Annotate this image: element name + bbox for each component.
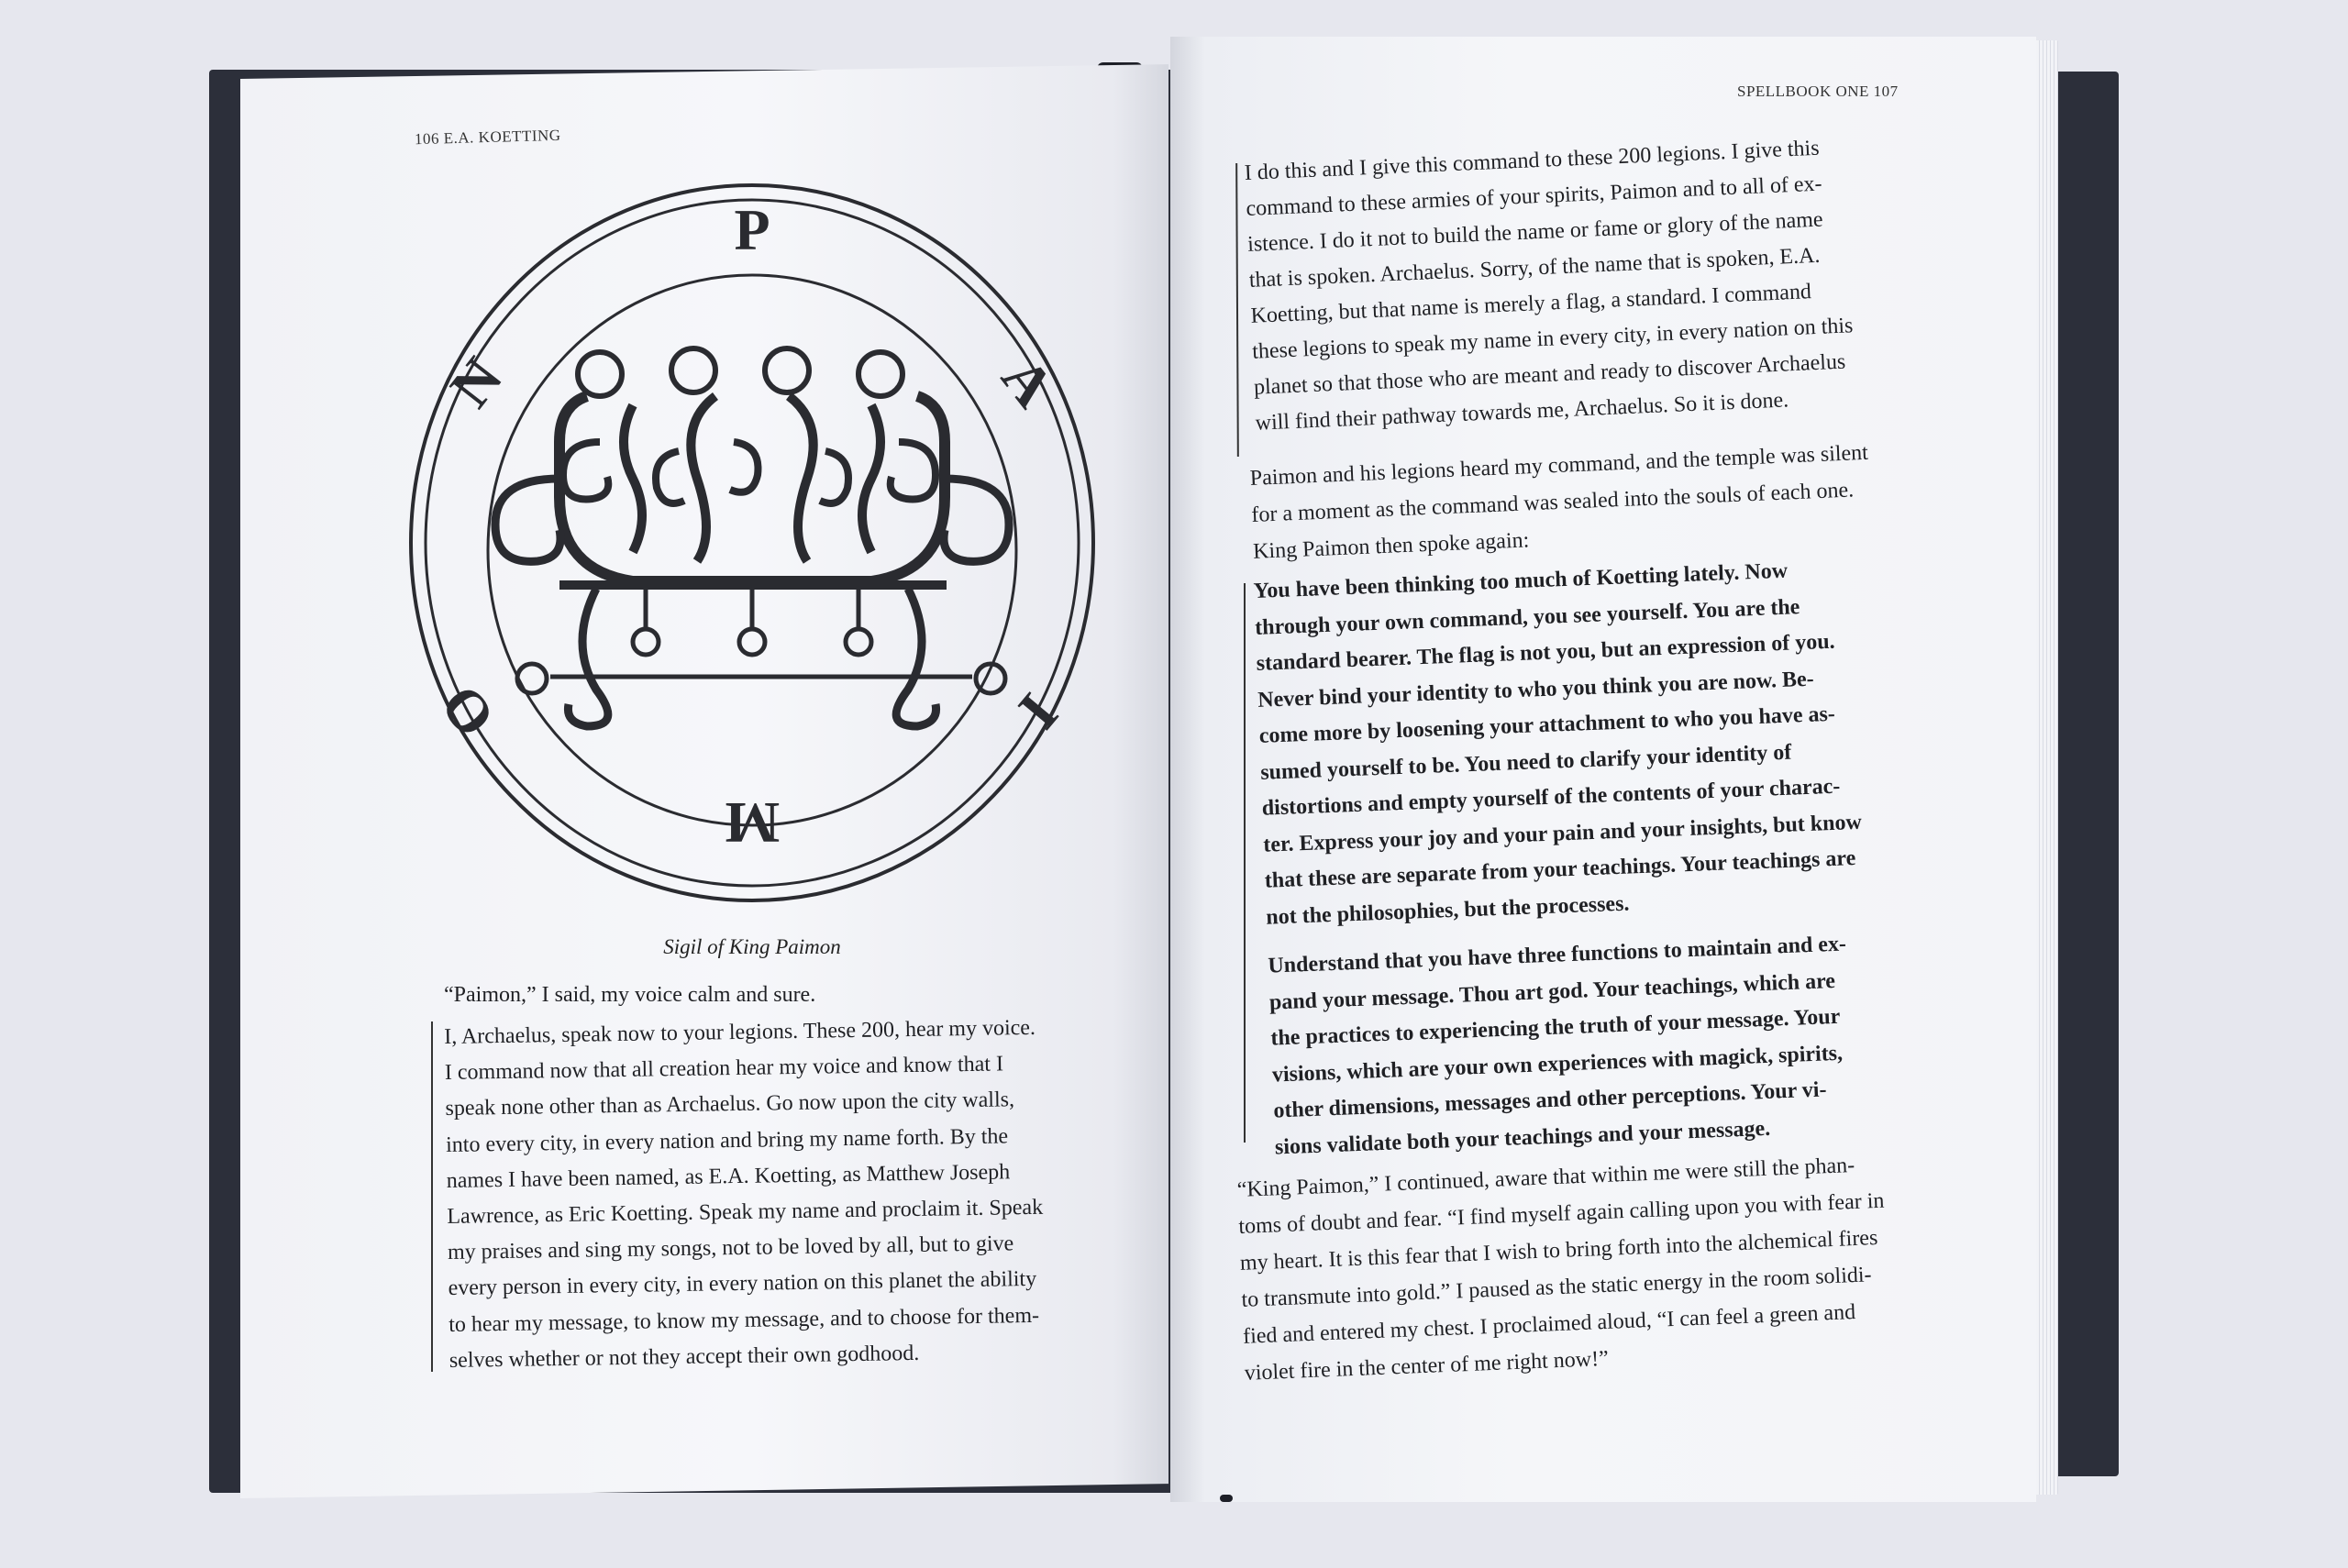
text-line: I command now that all creation hear my voice and know that I [444, 1052, 1004, 1086]
intro-line [444, 977, 815, 1013]
invocation-rule [431, 1021, 433, 1372]
text-line: selves whether or not they accept their own godhood. [449, 1341, 920, 1373]
text-line: fied and entered my chest. I proclaimed aloud, “I can feel a green and [1242, 1300, 1856, 1349]
text-line: the practices to experiencing the truth of your message. Your [1269, 1004, 1841, 1051]
bookmark-end [1220, 1495, 1233, 1502]
right-page-header: SPELLBOOK ONE 107 [1737, 83, 1899, 100]
sigil-letter-o: O [427, 672, 507, 750]
text-line: command to these armies of your spirits, Paimon and to all of ex- [1245, 171, 1823, 221]
text-line: other dimensions, messages and other perceptions. Your vi- [1272, 1077, 1827, 1123]
text-line: King Paimon then spoke again: [1252, 528, 1530, 564]
text-line: my heart. It is this fear that I wish to bring forth into the alchemical fires [1239, 1226, 1878, 1275]
text-line: I, Archaelus, speak now to your legions. These 200, hear my voice. [444, 1015, 1036, 1049]
text-line: to hear my message, to know my message, and to choose for them- [449, 1303, 1040, 1337]
closing-block [1236, 1146, 1891, 1392]
sigil-letter-n: N [437, 345, 515, 419]
text-line: Koetting, but that name is merely a flag, a standard. I command [1250, 280, 1812, 328]
text-line: pand your message. Thou art god. Your teachings, which are [1268, 968, 1836, 1015]
sigil-letter-i: I [1006, 681, 1071, 742]
text-line: distortions and empty yourself of the contents of your charac- [1261, 774, 1841, 821]
text-line: “King Paimon,” I continued, aware that within me were still the phan- [1236, 1153, 1855, 1202]
sigil-letter-a: A [989, 345, 1068, 419]
text-line: sumed yourself to be. You need to clarify your identity of [1259, 740, 1792, 785]
text-line: ter. Express your joy and your pain and your insights, but know [1262, 810, 1863, 857]
sigil-letter-m: M [724, 790, 781, 856]
text-line: will find their pathway towards me, Archaelus. So it is done. [1255, 388, 1789, 436]
sigil-caption: Sigil of King Paimon [663, 935, 841, 958]
text-line: my praises and sing my songs, not to be loved by all, but to give [447, 1231, 1014, 1265]
text-line: standard bearer. The flag is not you, but an expression of you. [1256, 629, 1836, 676]
text-line: You have been thinking too much of Koetting lately. Now [1253, 558, 1789, 603]
text-line: Never bind your identity to who you think you are now. Be- [1257, 667, 1815, 712]
text-line: names I have been named, as E.A. Koetting, as Matthew Joseph [446, 1160, 1011, 1193]
text-line: that these are separate from your teachings. Your teachings are [1264, 846, 1856, 893]
text-line: istence. I do it not to build the name or fame or glory of the name [1246, 207, 1824, 257]
text-line: through your own command, you see yourself. You are the [1254, 594, 1800, 640]
text-line: for a moment as the command was sealed into the souls of each one. [1250, 478, 1855, 527]
sigil-letter-p: P [734, 197, 770, 262]
text-line: toms of doubt and fear. “I find myself again calling upon you with fear in [1237, 1188, 1885, 1239]
left-page-header: 106 E.A. KOETTING [414, 126, 561, 149]
text-line: planet so that those who are meant and ready to discover Archaelus [1253, 349, 1846, 400]
text-line: into every city, in every nation and bring my name forth. By the [445, 1123, 1009, 1157]
command-block [1244, 129, 1857, 441]
text-line: to transmute into gold.” I paused as the static energy in the room solidi- [1241, 1263, 1873, 1312]
text-line: Paimon and his legions heard my command, and the temple was silent [1249, 440, 1869, 491]
paimon-speech-block [1253, 551, 1874, 1166]
text-line: that is spoken. Archaelus. Sorry, of the name that is spoken, E.A. [1248, 243, 1821, 293]
text-line: not the philosophies, but the processes. [1265, 891, 1630, 930]
invocation-block [444, 1010, 1046, 1379]
text-line: I do this and I give this command to these 200 legions. I give this [1244, 136, 1821, 185]
text-line: come more by loosening your attachment to who you have as- [1258, 701, 1836, 748]
text-line: speak none other than as Archaelus. Go now upon the city walls, [445, 1088, 1015, 1121]
text-line: Lawrence, as Eric Koetting. Speak my name and proclaim it. Speak [447, 1195, 1044, 1229]
text-line: every person in every city, in every nation on this planet the ability [448, 1267, 1037, 1301]
text-line: Understand that you have three functions to maintain and ex- [1267, 932, 1847, 978]
speech-rule [1244, 583, 1246, 1143]
text-line: visions, which are your own experiences with magick, spirits, [1271, 1041, 1844, 1088]
text-line: sions validate both your teachings and your message. [1274, 1116, 1771, 1160]
text-line: these legions to speak my name in every city, in every nation on this [1251, 314, 1854, 364]
sigil-of-paimon [404, 167, 1115, 908]
text-line: violet fire in the center of me right now!” [1244, 1346, 1610, 1386]
intro-text: “Paimon,” I said, my voice calm and sure. [444, 983, 816, 1007]
